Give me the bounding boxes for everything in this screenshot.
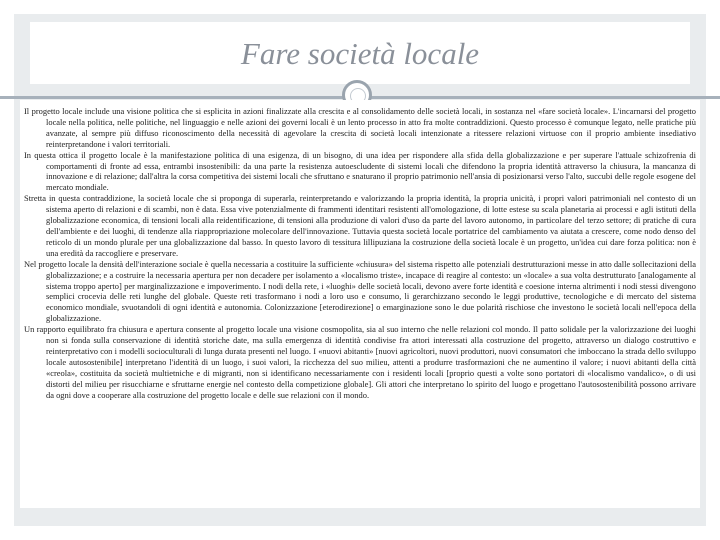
paragraph-1: Il progetto locale include una visione politica che si esplicita in azioni finalizzate alla crescita e al consolidamento delle società locali, in sostanza nel «fare società locale». L'incarnarsi del progetto locale nella politica, nelle politiche, nel linguaggio e nelle azioni dei governi locali è un lento processo in atto fra molte contraddizioni. Questo processo è comunque legato, nelle pratiche più avanzate, al sempre più diffuso riconoscimento della necessità di agevolare la crescita di società locali intenzionate a ritessere relazioni virtuose con il proprio ambiente insediativo reinterpretandone i valori territoriali. [24, 106, 696, 149]
paragraph-4: Nel progetto locale la densità dell'interazione sociale è quella necessaria a costituire la sufficiente «chiusura» del sistema rispetto alle potenziali destrutturazioni messe in atto dalle sollecitazioni della globalizzazione; e a costruire la necessaria apertura per non decadere per isolamento a «localismo triste», incapace di reagire al contesto: un «locale» a sua volta destrutturato [analogamente al sistema troppo aperto] per marginalizzazione e impoverimento. I nodi della rete, i «luoghi» delle società locali, devono avere forte identità e coesione interna altrimenti i nodi stessi divengono semplici crocevia delle reti lunghe del globale. Queste reti trasformano i nodi a loro uso e consumo, li gerarchizzano secondo le leggi produttive, tecnologiche e di mercato del sistema economico mondiale, svuotandoli di ogni identità e autonomia. Colonizzazione [eterodirezione] o emarginazione sono le due polarità rischiose che investono le società locali nell'epoca della globalizzazione. [24, 258, 696, 324]
slide-title: Fare società locale [240, 36, 480, 71]
content-area [20, 100, 700, 508]
paragraph-2: In questa ottica il progetto locale è la manifestazione politica di una esigenza, di un bisogno, di una idea per rispondere alla sfida della globalizzazione e per superare l'attuale schizofrenia di comportamenti di fronte ad essa, entrambi insostenibili: da una parte la resistenza autoescludente di sistemi locali che difendono la propria identità attraverso la chiusura, la mancanza di innovazione e di relazione; dall'altra la corsa competitiva dei sistemi locali che sfruttano e snaturano il proprio patrimonio nell'ansia di posizionarsi verso l'alto, succubi delle regole esogene del mercato mondiale. [24, 149, 696, 193]
title-area [30, 22, 690, 84]
paragraph-3: Stretta in questa contraddizione, la società locale che si proponga di superarla, reinterpretando e valorizzando la propria identità, la propria unicità, i propri valori patrimoniali nel contesto di un sistema aperto di relazioni e di scambi, non è data. Essa vive potenzialmente di frammenti identitari resistenti all'omologazione, di lotte estese su scala planetaria ai processi e agli istituti della globalizzazione economica, di tensioni locali alla reidentificazione, di tensioni alla produzione di valori d'uso da parte del lavoro autonomo, in particolare del terzo settore; di pratiche di cura dell'ambiente e dei luoghi, di tendenze alla riappropriazione molecolare dell'innovazione. Tuttavia questa società locale portatrice del cambiamento va aiutata a crescere, come nodo denso del reticolo di un mondo plurale per una globalizzazione dal basso. In questo lavoro di tessitura lillipuziana la costruzione della società locale è un progetto, un'idea cui dare forza politica: non è una eredità da raccogliere e preservare. [24, 193, 696, 258]
paragraph-5: Un rapporto equilibrato fra chiusura e apertura consente al progetto locale una visione cosmopolita, sia al suo interno che nelle relazioni col mondo. Il patto solidale per la valorizzazione dei luoghi non si fonda sulla conservazione di identità storiche date, ma sulla emergenza di identità condivise fra attori interessati alla costruzione del progetto, attraverso un dialogo costruttivo e reinterpretativo con i modelli socioculturali di lunga durata presenti nel luogo. I «nuovi abitanti» [nuovi agricoltori, nuovi produttori, nuovi consumatori che imboccano la strada dello sviluppo locale autosostenibile] interpretano l'identità di un luogo, i suoi valori, la ricchezza del suo milieu, attenti a produrre trasformazioni che ne aumentino il valore; i nuovi abitanti della città «creola», costituita da società multietniche e di migranti, non si identificano necessariamente con i residenti locali [proprio questi a volte sono portatori di «localismo vandalico», o di usi distorti del milieu per risucchiarne e sfruttarne energie nel contesto della competizione globale]. Gli attori che interpretano lo spirito del luogo e progettano l'autosostenibilità possono arrivare da ogni dove a cooperare alla costruzione del progetto locale e delle sue relazioni con il mondo. [24, 324, 696, 400]
body-text [24, 106, 696, 400]
